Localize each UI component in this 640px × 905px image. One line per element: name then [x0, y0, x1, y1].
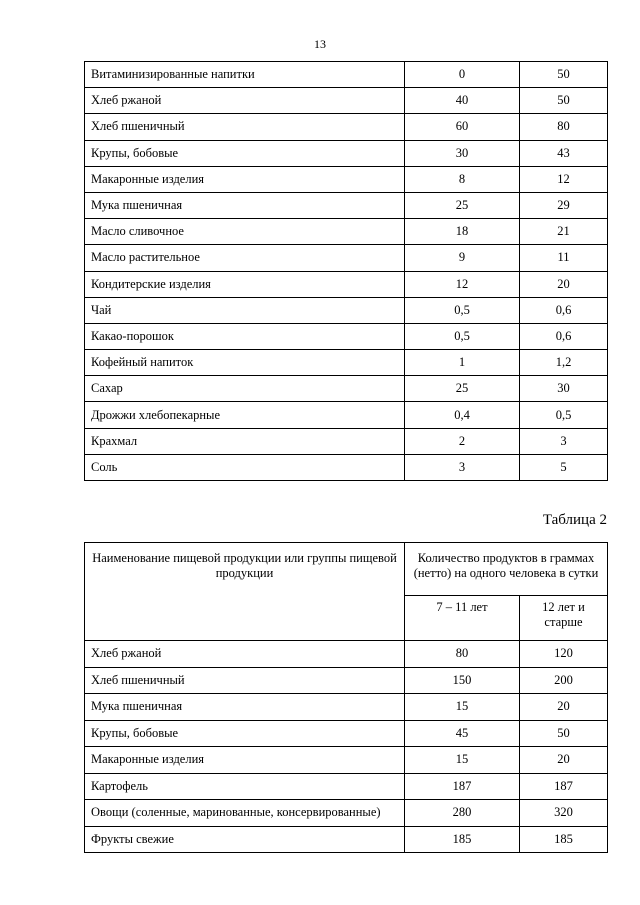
table-row	[85, 350, 608, 376]
table-row	[85, 166, 608, 192]
table-row	[85, 402, 608, 428]
value-cell: 0,6	[520, 323, 608, 349]
value-cell: 12	[405, 271, 520, 297]
header-quantity: Количество продуктов в граммах (нетто) на одного человека в сутки	[405, 543, 608, 596]
table-row	[85, 747, 608, 774]
product-name-cell: Макаронные изделия	[85, 166, 405, 192]
value-cell: 3	[520, 428, 608, 454]
value-cell: 1,2	[520, 350, 608, 376]
product-name-cell: Какао-порошок	[85, 323, 405, 349]
table-row	[85, 140, 608, 166]
value-cell: 185	[520, 826, 608, 853]
value-cell: 50	[520, 88, 608, 114]
table-row	[85, 667, 608, 694]
value-cell: 43	[520, 140, 608, 166]
table-1	[84, 61, 608, 481]
product-name-cell: Крупы, бобовые	[85, 140, 405, 166]
value-cell: 8	[405, 166, 520, 192]
value-cell: 150	[405, 667, 520, 694]
product-name-cell: Крахмал	[85, 428, 405, 454]
value-cell: 50	[520, 62, 608, 88]
product-name-cell: Масло растительное	[85, 245, 405, 271]
product-name-cell: Фрукты свежие	[85, 826, 405, 853]
value-cell: 18	[405, 219, 520, 245]
value-cell: 25	[405, 192, 520, 218]
value-cell: 200	[520, 667, 608, 694]
page-number: 13	[314, 37, 326, 51]
product-name-cell: Крупы, бобовые	[85, 720, 405, 747]
table-row	[85, 826, 608, 853]
table-row	[85, 88, 608, 114]
value-cell: 187	[405, 773, 520, 800]
value-cell: 11	[520, 245, 608, 271]
header-product-name: Наименование пищевой продукции или группы пищевой продукции	[85, 543, 405, 641]
value-cell: 50	[520, 720, 608, 747]
product-name-cell: Соль	[85, 454, 405, 480]
table-row	[85, 694, 608, 721]
value-cell: 80	[405, 641, 520, 668]
product-name-cell: Чай	[85, 297, 405, 323]
value-cell: 21	[520, 219, 608, 245]
table-row	[85, 800, 608, 827]
table-row	[85, 114, 608, 140]
value-cell: 0,5	[405, 323, 520, 349]
table-row	[85, 641, 608, 668]
value-cell: 187	[520, 773, 608, 800]
value-cell: 12	[520, 166, 608, 192]
value-cell: 80	[520, 114, 608, 140]
table-row	[85, 219, 608, 245]
value-cell: 20	[520, 271, 608, 297]
product-name-cell: Овощи (соленные, маринованные, консервированные)	[85, 800, 405, 827]
value-cell: 29	[520, 192, 608, 218]
value-cell: 0,5	[520, 402, 608, 428]
value-cell: 0	[405, 62, 520, 88]
value-cell: 20	[520, 747, 608, 774]
value-cell: 185	[405, 826, 520, 853]
table-1-body	[85, 62, 608, 481]
table-2	[84, 542, 608, 853]
value-cell: 30	[405, 140, 520, 166]
value-cell: 320	[520, 800, 608, 827]
value-cell: 25	[405, 376, 520, 402]
product-name-cell: Хлеб пшеничный	[85, 667, 405, 694]
product-name-cell: Хлеб ржаной	[85, 641, 405, 668]
product-name-cell: Кондитерские изделия	[85, 271, 405, 297]
value-cell: 5	[520, 454, 608, 480]
product-name-cell: Картофель	[85, 773, 405, 800]
value-cell: 2	[405, 428, 520, 454]
value-cell: 15	[405, 694, 520, 721]
table-row	[85, 271, 608, 297]
product-name-cell: Хлеб пшеничный	[85, 114, 405, 140]
value-cell: 30	[520, 376, 608, 402]
product-name-cell: Хлеб ржаной	[85, 88, 405, 114]
table-row	[85, 297, 608, 323]
table-2-caption: Таблица 2	[542, 512, 607, 528]
table-row	[85, 773, 608, 800]
product-name-cell: Дрожжи хлебопекарные	[85, 402, 405, 428]
value-cell: 45	[405, 720, 520, 747]
value-cell: 20	[520, 694, 608, 721]
table-2-body	[85, 641, 608, 853]
value-cell: 280	[405, 800, 520, 827]
table-row	[85, 720, 608, 747]
value-cell: 3	[405, 454, 520, 480]
product-name-cell: Мука пшеничная	[85, 694, 405, 721]
header-age-7-11: 7 – 11 лет	[405, 596, 520, 641]
value-cell: 0,4	[405, 402, 520, 428]
value-cell: 9	[405, 245, 520, 271]
value-cell: 0,5	[405, 297, 520, 323]
table-row	[85, 428, 608, 454]
product-name-cell: Витаминизированные напитки	[85, 62, 405, 88]
header-age-12-plus: 12 лет и старше	[520, 596, 608, 641]
table-row	[85, 245, 608, 271]
value-cell: 1	[405, 350, 520, 376]
product-name-cell: Макаронные изделия	[85, 747, 405, 774]
product-name-cell: Мука пшеничная	[85, 192, 405, 218]
table-row	[85, 454, 608, 480]
value-cell: 0,6	[520, 297, 608, 323]
table-row	[85, 192, 608, 218]
value-cell: 40	[405, 88, 520, 114]
table-row	[85, 376, 608, 402]
value-cell: 60	[405, 114, 520, 140]
product-name-cell: Кофейный напиток	[85, 350, 405, 376]
table-row	[85, 323, 608, 349]
product-name-cell: Масло сливочное	[85, 219, 405, 245]
table-2-header	[85, 543, 608, 641]
product-name-cell: Сахар	[85, 376, 405, 402]
value-cell: 120	[520, 641, 608, 668]
value-cell: 15	[405, 747, 520, 774]
table-row	[85, 62, 608, 88]
